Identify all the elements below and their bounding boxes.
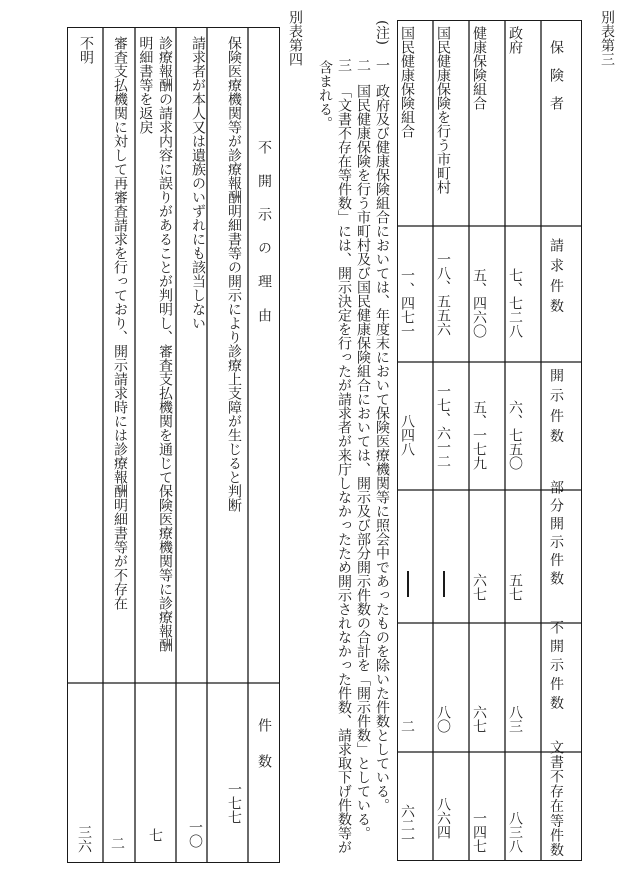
table4-row-reason: 保険医療機関等が診療報酬明細書等の開示により診療上支障が生じると判断 xyxy=(226,36,242,512)
table4-header-reason: 不開示の理由 xyxy=(256,140,272,342)
note-1-text: 政府及び健康保険組合においては、年度末において保険医療機関等に照会中であったものを除いた件数としている。 xyxy=(374,84,390,812)
note-2-text: 国民健康保険を行う市町村及び国民健康保険組合においては、開示及び部分開示件数の合計を「開示件数」としている。 xyxy=(355,84,371,840)
table4-row-reason: 診療報酬の請求内容に誤りがあることが判明し、審査支払機関を通じて保険医療機関等に診療報酬明細書等を返戻 xyxy=(137,36,173,652)
note-1-number: 一 xyxy=(374,58,390,72)
table3-row-nodocs: 八六四 xyxy=(435,797,451,839)
note-3-text: 「文書不存在等件数」には、開示決定を行ったが請求者が来庁しなかったため開示されなかった件数、請求取下げ件数等が xyxy=(336,84,352,854)
note-2-number: 二 xyxy=(355,58,371,72)
table3-header-nodocs: 文書不存在等件数 xyxy=(548,740,564,858)
note-3-number: 三 xyxy=(336,58,352,72)
table3-header-nondisclosed: 不開示件数 xyxy=(548,620,564,715)
note-3-text-continued: 含まれる。 xyxy=(317,60,333,130)
table4-row-count: 一〇 xyxy=(187,820,203,848)
table3-row-requests: 一八、五五六 xyxy=(435,252,451,336)
table3-row-partial: 六七 xyxy=(471,573,487,601)
table3-partial-dash xyxy=(443,571,445,597)
table4-caption: 別表第四 xyxy=(287,10,303,66)
table3-row-insurer: 政府 xyxy=(507,26,523,54)
table3-row-nondisclosed: 八〇 xyxy=(435,705,451,733)
table3-header-disclosed: 開示件数 xyxy=(548,368,564,450)
table4-row-reason: 審査支払機関に対して再審査請求を行っており、開示請求時には診療報酬明細書等が不存在 xyxy=(112,36,128,610)
table3-row-nondisclosed: 八三 xyxy=(507,705,523,733)
table3-row-insurer: 国民健康保険組合 xyxy=(399,26,415,138)
table4-row-reason: 不明 xyxy=(78,36,94,64)
table3-row-nondisclosed: 六七 xyxy=(471,705,487,733)
table4-row-count: 一七七 xyxy=(226,782,242,824)
table3-row-disclosed: 六、七五〇 xyxy=(507,400,523,470)
table3-row-requests: 一、四七一 xyxy=(399,268,415,338)
table4-row-count: 二 xyxy=(109,836,125,850)
table3-partial-dash-row3 xyxy=(407,571,409,597)
table3-header-insurer: 保険者 xyxy=(548,40,564,124)
table4-header-count: 件数 xyxy=(256,718,272,791)
table3-row-insurer: 健康保険組合 xyxy=(471,26,487,110)
table3-header-partial: 部分開示件数 xyxy=(548,480,564,590)
table4-row-reason: 請求者が本人又は遺族のいずれにも該当しない xyxy=(190,36,206,330)
table3-row-nodocs: 六二一 xyxy=(399,804,415,846)
table3-row-disclosed: 八四八 xyxy=(399,414,415,456)
table3-row-nodocs: 一四七 xyxy=(471,811,487,853)
table3-row-disclosed: 五、一七九 xyxy=(471,400,487,470)
table4-row-count: 七 xyxy=(147,828,163,842)
table3-row-requests: 五、四六〇 xyxy=(471,268,487,338)
table3-row-nondisclosed: 二 xyxy=(399,719,415,733)
table3-row-insurer: 国民健康保険を行う市町村 xyxy=(435,26,451,194)
table3-row-nodocs: 八三八 xyxy=(507,811,523,853)
table3-row-disclosed: 一七、六一二 xyxy=(435,384,451,468)
table3-row-partial: 五七 xyxy=(507,573,523,601)
table3-row-requests: 七、七二八 xyxy=(507,268,523,338)
table3-header-requests: 請求件数 xyxy=(548,238,564,320)
table3-caption: 別表第三 xyxy=(599,10,615,66)
table4-row-count: 三六 xyxy=(76,825,92,853)
notes-label: (注) xyxy=(374,20,390,45)
